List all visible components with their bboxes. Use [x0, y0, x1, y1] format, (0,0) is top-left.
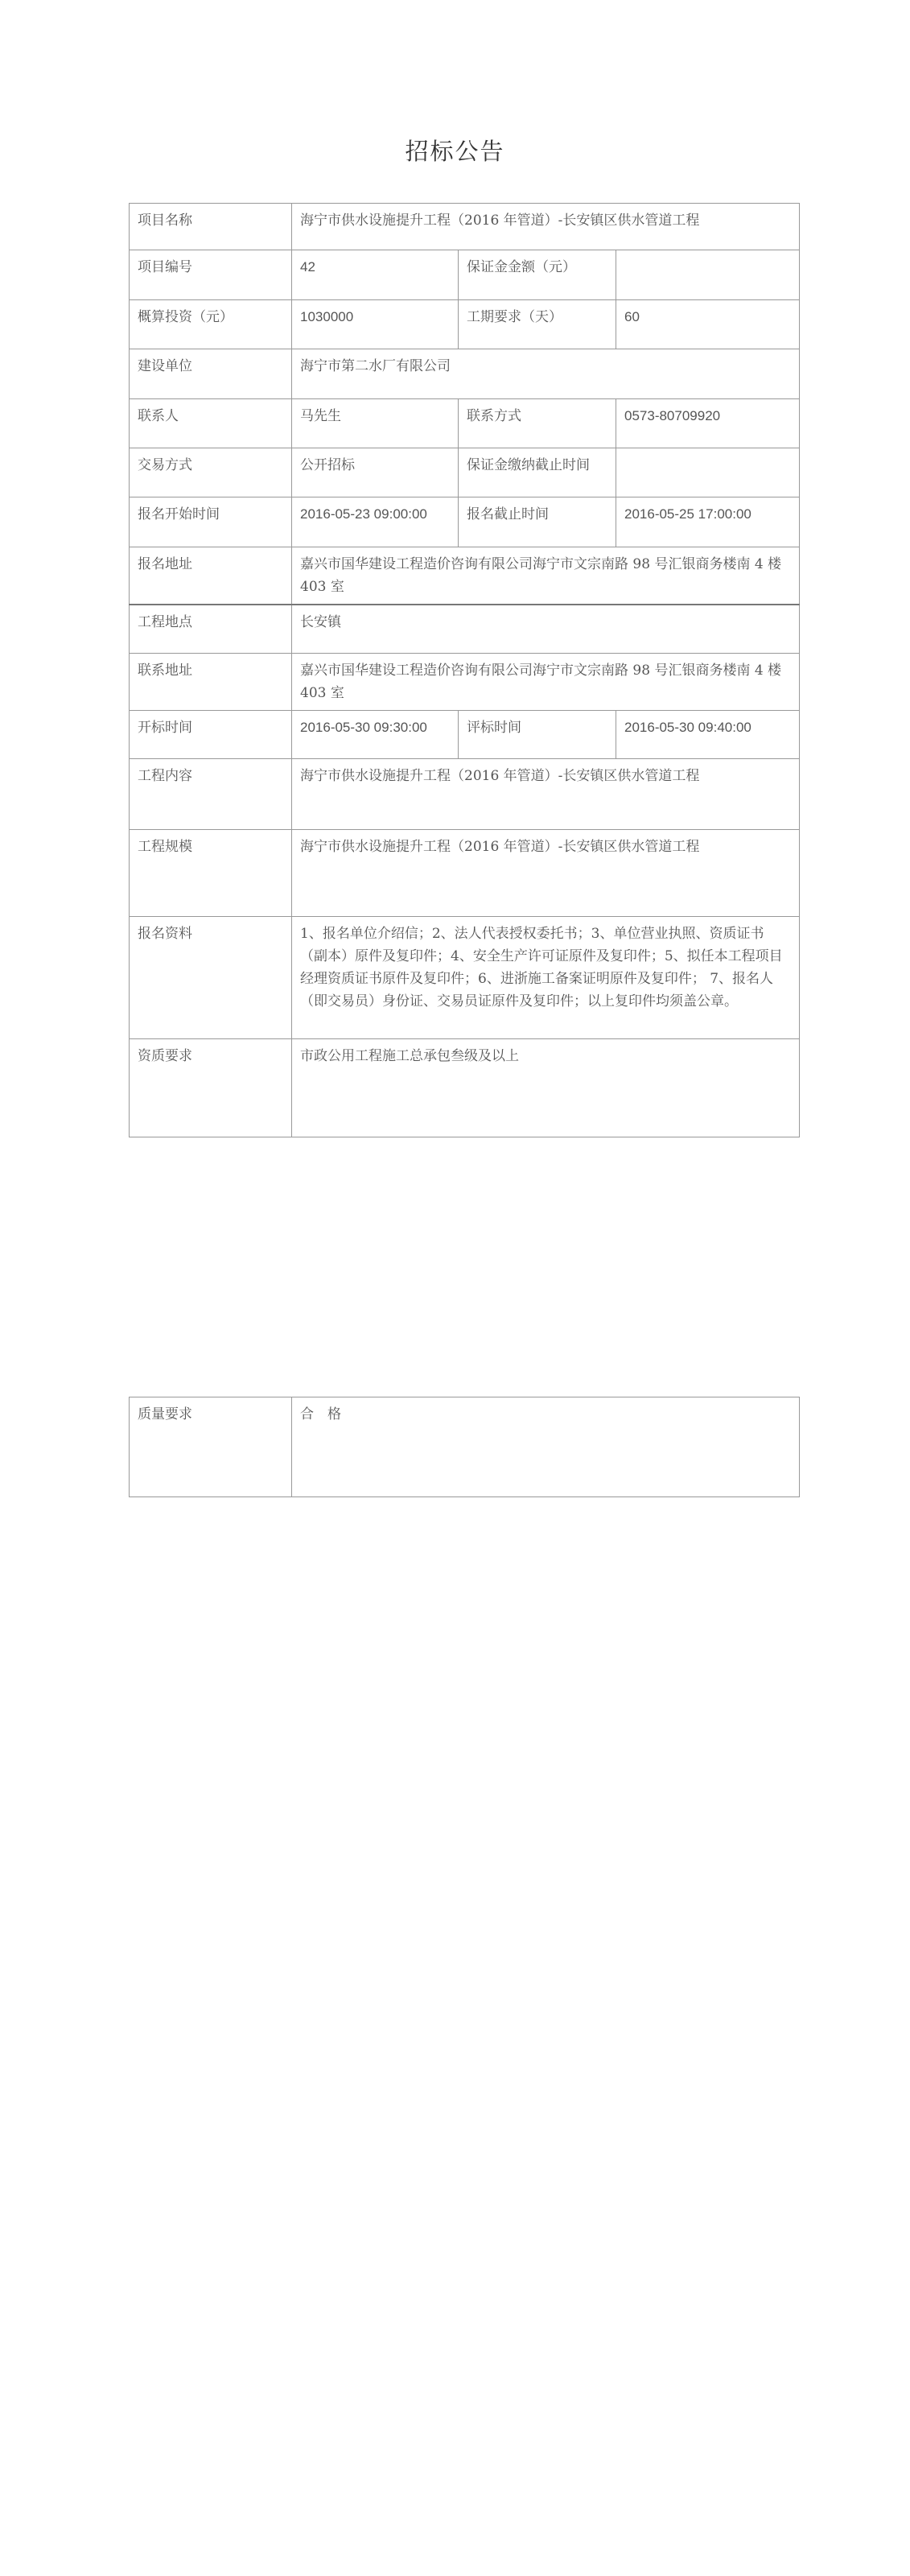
bid-eval-label: 评标时间 — [459, 710, 616, 758]
deposit-deadline-label: 保证金缴纳截止时间 — [459, 448, 616, 497]
table-row — [130, 1038, 800, 1137]
owner-value: 海宁市第二水厂有限公司 — [292, 349, 800, 399]
content-value: 海宁市供水设施提升工程（2016 年管道）-长安镇区供水管道工程 — [292, 758, 800, 829]
table-row — [130, 250, 800, 300]
table-row — [130, 448, 800, 497]
duration-value: 60 — [616, 300, 800, 349]
quality-table — [129, 1397, 800, 1497]
table-row — [130, 710, 800, 758]
deposit-label: 保证金金额（元） — [459, 250, 616, 300]
table-row — [130, 1397, 800, 1497]
tender-info-table — [129, 203, 800, 1137]
reg-start-label: 报名开始时间 — [130, 497, 292, 547]
table-row — [130, 497, 800, 547]
location-label: 工程地点 — [130, 605, 292, 653]
budget-label: 概算投资（元） — [130, 300, 292, 349]
contact-address-value: 嘉兴市国华建设工程造价咨询有限公司海宁市文宗南路 98 号汇银商务楼南 4 楼 403 室 — [292, 653, 800, 710]
reg-start-value: 2016-05-23 09:00:00 — [292, 497, 459, 547]
materials-value: 1、报名单位介绍信；2、法人代表授权委托书；3、单位营业执照、资质证书（副本）原件及复印件；4、安全生产许可证原件及复印件；5、拟任本工程项目经理资质证书原件及复印件；6、进浙施工备案证明原件及复印件； 7、报名人（即交易员）身份证、交易员证原件及复印件；以上复印件均须盖公章。 — [292, 916, 800, 1038]
trade-method-label: 交易方式 — [130, 448, 292, 497]
table-row — [130, 758, 800, 829]
bid-open-value: 2016-05-30 09:30:00 — [292, 710, 459, 758]
table-row — [130, 300, 800, 349]
table-row — [130, 349, 800, 399]
project-name-label: 项目名称 — [130, 204, 292, 250]
scale-value: 海宁市供水设施提升工程（2016 年管道）-长安镇区供水管道工程 — [292, 829, 800, 916]
reg-end-label: 报名截止时间 — [459, 497, 616, 547]
bid-eval-value: 2016-05-30 09:40:00 — [616, 710, 800, 758]
deposit-value — [616, 250, 800, 300]
reg-address-label: 报名地址 — [130, 547, 292, 605]
table-row — [130, 653, 800, 710]
table-row — [130, 916, 800, 1038]
table-row — [130, 547, 800, 605]
contact-label: 联系人 — [130, 399, 292, 448]
bid-open-label: 开标时间 — [130, 710, 292, 758]
deposit-deadline-value — [616, 448, 800, 497]
project-no-value: 42 — [292, 250, 459, 300]
quality-value: 合 格 — [292, 1397, 800, 1497]
materials-label: 报名资料 — [130, 916, 292, 1038]
reg-end-value: 2016-05-25 17:00:00 — [616, 497, 800, 547]
quality-label: 质量要求 — [130, 1397, 292, 1497]
table-row — [130, 829, 800, 916]
project-no-label: 项目编号 — [130, 250, 292, 300]
owner-label: 建设单位 — [130, 349, 292, 399]
contact-phone-value: 0573-80709920 — [616, 399, 800, 448]
qualification-label: 资质要求 — [130, 1038, 292, 1137]
contact-value: 马先生 — [292, 399, 459, 448]
table-row — [130, 605, 800, 653]
contact-phone-label: 联系方式 — [459, 399, 616, 448]
duration-label: 工期要求（天） — [459, 300, 616, 349]
scale-label: 工程规模 — [130, 829, 292, 916]
reg-address-value: 嘉兴市国华建设工程造价咨询有限公司海宁市文宗南路 98 号汇银商务楼南 4 楼 403 室 — [292, 547, 800, 605]
budget-value: 1030000 — [292, 300, 459, 349]
table-row — [130, 204, 800, 250]
page-title: 招标公告 — [405, 138, 505, 165]
qualification-value: 市政公用工程施工总承包叁级及以上 — [292, 1038, 800, 1137]
location-value: 长安镇 — [292, 605, 800, 653]
trade-method-value: 公开招标 — [292, 448, 459, 497]
content-label: 工程内容 — [130, 758, 292, 829]
contact-address-label: 联系地址 — [130, 653, 292, 710]
project-name-value: 海宁市供水设施提升工程（2016 年管道）-长安镇区供水管道工程 — [292, 204, 800, 250]
table-row — [130, 399, 800, 448]
